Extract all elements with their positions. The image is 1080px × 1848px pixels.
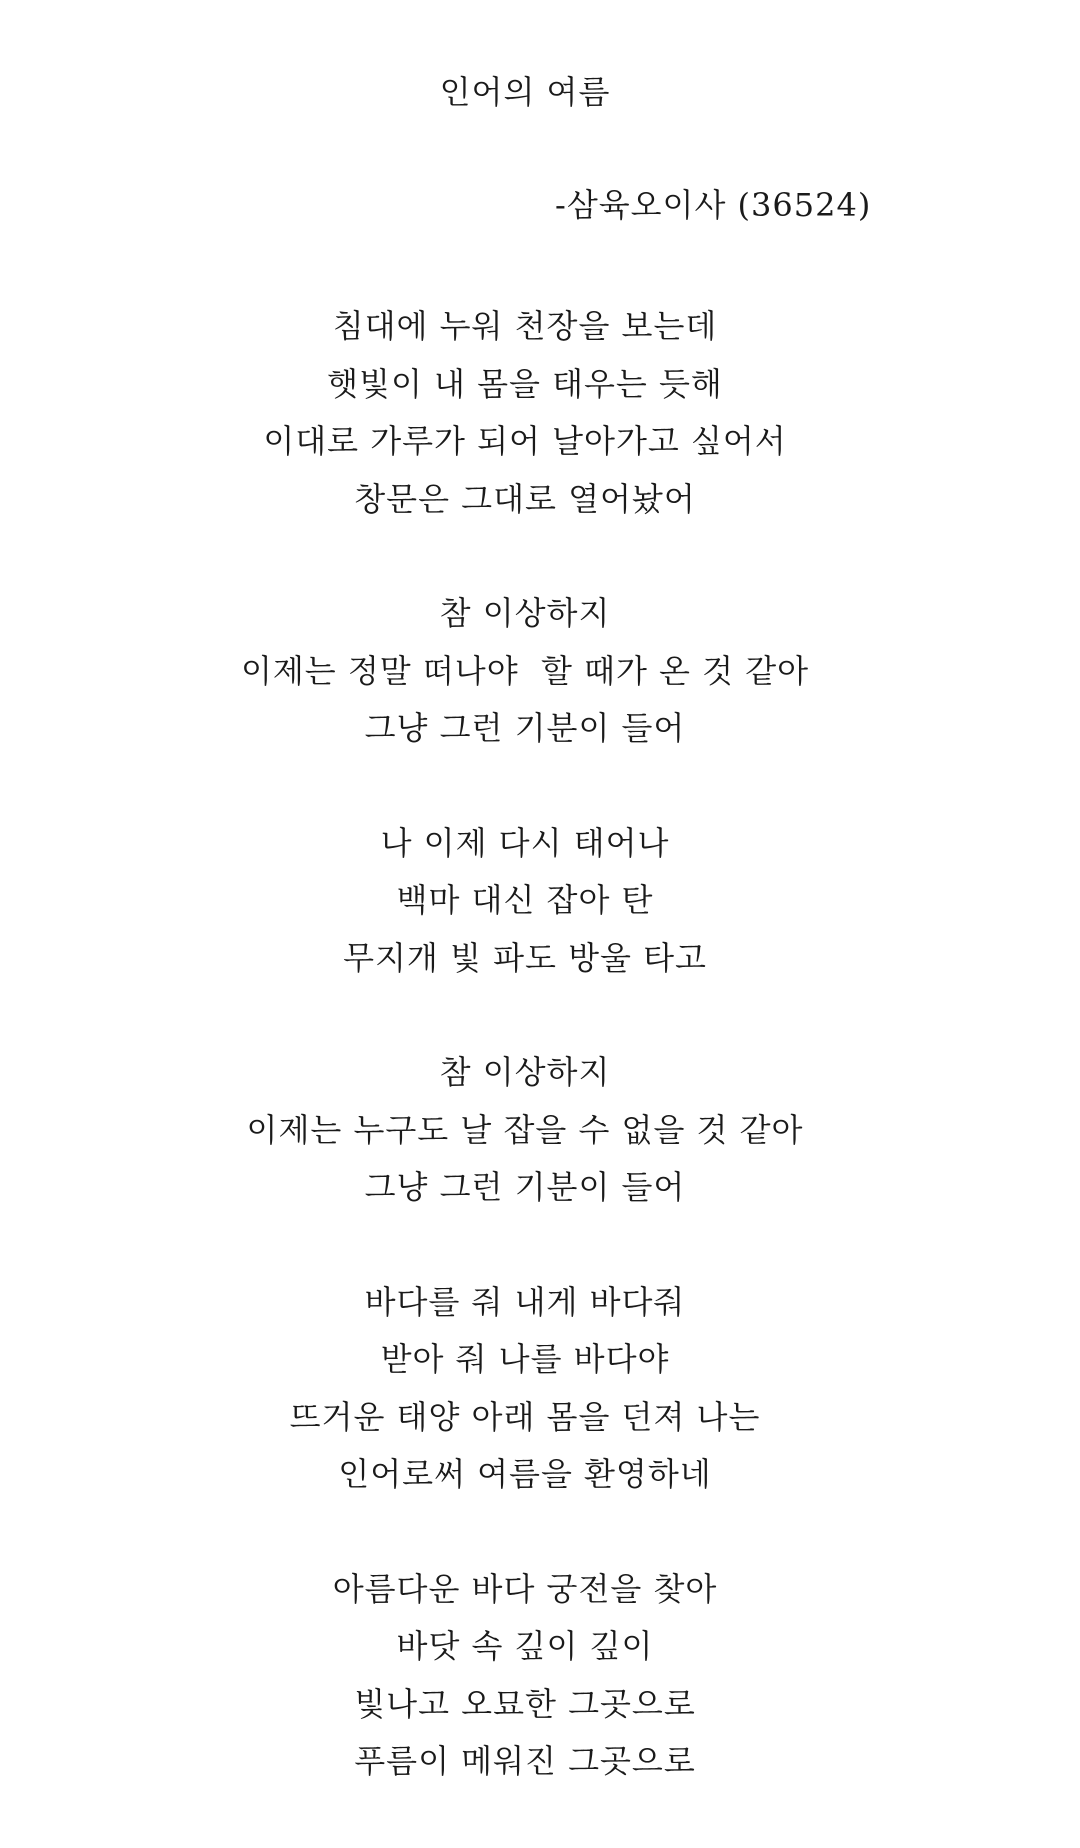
stanza [0,298,1050,528]
poem-line: 그냥 그런 기분이 들어 [364,1168,686,1206]
poem-line: 참 이상하지 [439,1053,611,1091]
poem-line: 빛나고 오묘한 그곳으로 [354,1684,696,1723]
poem-line: 바다를 줘 내게 바다줘 [364,1282,686,1321]
poem-line: 백마 대신 잡아 탄 [396,881,654,919]
poem-body [0,298,1050,1848]
stanza [0,1044,1050,1217]
poem-line: 그냥 그런 기분이 들어 [364,709,686,747]
stanza [0,815,1050,988]
stanza [0,1274,1050,1504]
poem-line: 창문은 그대로 열어놨어 [354,479,696,518]
poem-line: 햇빛이 내 몸을 태우는 듯해 [327,364,723,403]
poem-line: 뜨거운 태양 아래 몸을 던져 나는 [289,1397,761,1436]
poem-title: 인어의 여름 [439,73,611,111]
poem-line: 받아 줘 나를 바다야 [380,1340,670,1378]
poem-line: 바닷 속 깊이 깊이 [396,1627,654,1665]
poem-line: 침대에 누워 천장을 보는데 [332,307,718,345]
stanza [0,1561,1050,1791]
poem-line: 이제는 정말 떠나야 할 때가 온 것 같아 [240,651,810,690]
stanza [0,585,1050,758]
poem-line: 인어로써 여름을 환영하네 [338,1455,712,1493]
poem-line: 아름다운 바다 궁전을 찾아 [332,1569,718,1608]
poem-line: 참 이상하지 [439,594,611,632]
poem-line: 무지개 빛 파도 방울 타고 [343,938,707,977]
poem-line: 이제는 누구도 날 잡을 수 없을 것 같아 [246,1110,804,1149]
poem-line: 나 이제 다시 태어나 [380,823,670,862]
poem-author: -삼육오이사 (36524) [555,186,872,224]
poem-line: 푸름이 메워진 그곳으로 [354,1742,696,1780]
poem-line: 이대로 가루가 되어 날아가고 싶어서 [263,422,787,460]
